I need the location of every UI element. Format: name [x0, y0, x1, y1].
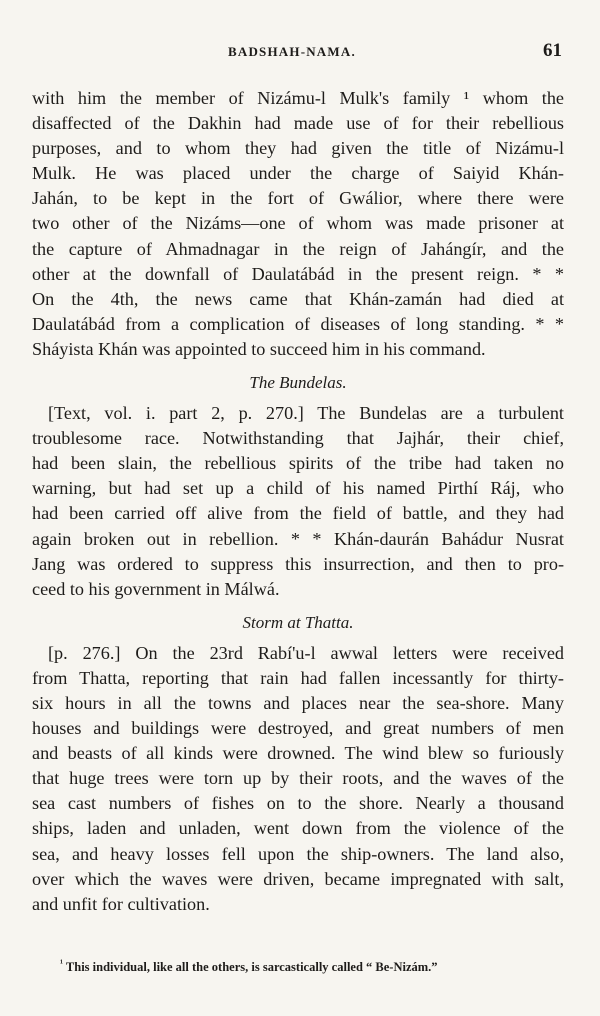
text-line: Mulk. He was placed under the charge of Saiyid Khán-	[32, 163, 564, 184]
paragraph-continued	[32, 86, 564, 362]
running-head: BADSHAH-NAMA.	[228, 44, 356, 59]
text-line: and unfit for cultivation.	[32, 893, 210, 914]
text-line: Jang was ordered to suppress this insurrection, and then to pro-	[32, 553, 564, 574]
text-line: other at the downfall of Daulatábád in the present reign. * *	[32, 263, 564, 284]
footnote	[60, 957, 580, 975]
text-line: two other of the Nizáms—one of whom was made prisoner at	[32, 213, 564, 234]
text-line: sea cast numbers of fishes on to the shore. Nearly a thousand	[32, 793, 564, 814]
text-line: houses and buildings were destroyed, and great numbers of men	[32, 718, 564, 739]
text-line: over which the waves were driven, became impregnated with salt,	[32, 868, 564, 889]
page-header	[0, 40, 600, 70]
page-number: 61	[543, 40, 562, 61]
section-heading-bundelas: The Bundelas.	[249, 373, 347, 393]
body-text	[32, 86, 564, 917]
text-line: Sháyista Khán was appointed to succeed him in his command.	[32, 338, 486, 359]
text-line: and beasts of all kinds were drowned. The wind blew so furiously	[32, 743, 564, 764]
text-line: from Thatta, reporting that rain had fallen incessantly for thirty-	[32, 667, 564, 688]
text-line: had been carried off alive from the field of battle, and they had	[32, 503, 564, 524]
text-line: ships, laden and unladen, went down from the violence of the	[32, 818, 564, 839]
text-line: Daulatábád from a complication of diseases of long standing. * *	[32, 313, 564, 334]
text-line: purposes, and to whom they had given the title of Nizámu-l	[32, 138, 564, 159]
text-line: again broken out in rebellion. * * Khán-daurán Bahádur Nusrat	[32, 528, 564, 549]
paragraph-storm	[32, 641, 564, 917]
footnote-marker: ¹	[60, 957, 63, 969]
text-line: sea, and heavy losses fell upon the ship-owners. The land also,	[32, 843, 564, 864]
text-line: that huge trees were torn up by their roots, and the waves of the	[32, 768, 564, 789]
text-line: troublesome race. Notwithstanding that Jajhár, their chief,	[32, 428, 564, 449]
text-line: On the 4th, the news came that Khán-zamán had died at	[32, 288, 564, 309]
text-line: had been slain, the rebellious spirits of the tribe had taken no	[32, 453, 564, 474]
footnote-text: This individual, like all the others, is sarcastically called “ Be-Nizám.”	[65, 960, 438, 974]
text-line: the capture of Ahmadnagar in the reign of Jahángír, and the	[32, 238, 564, 259]
text-line: warning, but had set up a child of his named Pirthí Ráj, who	[32, 478, 564, 499]
text-line: [Text, vol. i. part 2, p. 270.] The Bundelas are a turbulent	[48, 403, 564, 424]
text-line: disaffected of the Dakhin had made use of for their rebellious	[32, 113, 564, 134]
text-line: Jahán, to be kept in the fort of Gwálior, where there were	[32, 188, 564, 209]
paragraph-bundelas	[32, 401, 564, 602]
section-heading-storm: Storm at Thatta.	[242, 612, 354, 632]
text-line: ceed to his government in Málwá.	[32, 578, 280, 599]
text-line: with him the member of Nizámu-l Mulk's family ¹ whom the	[32, 88, 564, 108]
text-line: six hours in all the towns and places near the sea-shore. Many	[32, 692, 564, 713]
text-line: [p. 276.] On the 23rd Rabí'u-l awwal letters were received	[48, 642, 564, 663]
